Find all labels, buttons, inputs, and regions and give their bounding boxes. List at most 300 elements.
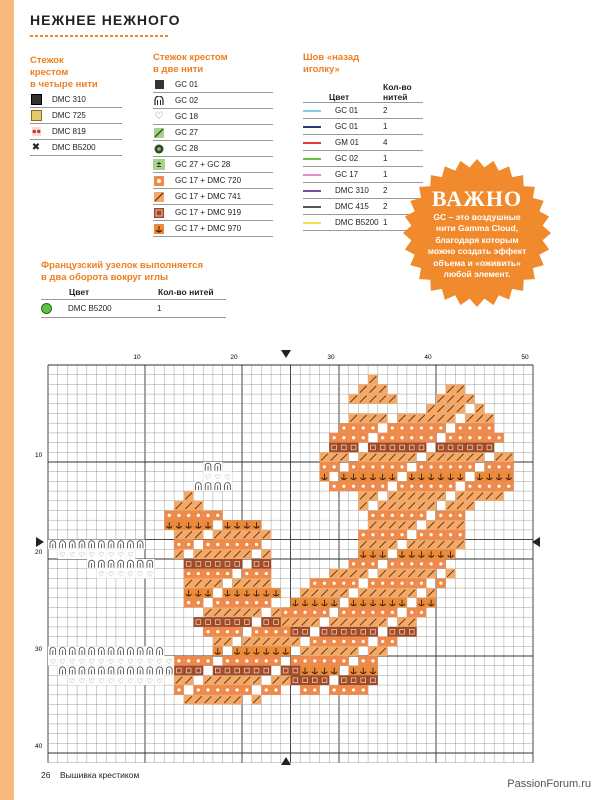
stitch-symbol (342, 436, 345, 439)
stitch-symbol (255, 659, 258, 662)
legend-backstitch-title: Шов «назад иголку» (303, 52, 360, 75)
cross-icon: ✖ (31, 142, 41, 153)
stitch-symbol (488, 485, 491, 488)
backstitch-label: GC 01 (335, 106, 359, 115)
stitch-symbol (197, 601, 200, 604)
stitch-symbol (197, 514, 200, 517)
col-label: 10 (133, 354, 141, 361)
backstitch-label: DMC 310 (335, 186, 369, 195)
stitch-symbol (313, 688, 316, 691)
stitch-symbol (400, 533, 403, 536)
stitch-cell (261, 559, 271, 569)
stitch-symbol: ♡ (78, 551, 86, 560)
stitch-symbol (187, 543, 190, 546)
stitch-symbol (177, 543, 180, 546)
stitch-cell (397, 627, 407, 637)
stitch-symbol (488, 436, 491, 439)
stitch-symbol (206, 659, 209, 662)
stitch-symbol (391, 582, 394, 585)
stitch-cell (242, 617, 252, 627)
backstitch-count: 2 (383, 186, 388, 195)
stitch-cell (349, 443, 359, 453)
stitch-symbol (274, 688, 277, 691)
arch-icon (153, 95, 165, 106)
center-arrow-left (36, 537, 44, 547)
french-knot-row: DMC B5200 1 (41, 300, 226, 318)
stitch-symbol (459, 514, 462, 517)
stitch-cell (436, 443, 446, 453)
stitch-symbol (362, 533, 365, 536)
stitch-cell (407, 627, 417, 637)
stitch-cell (407, 443, 417, 453)
backstitch-label: DMC 415 (335, 202, 369, 211)
stitch-symbol (381, 533, 384, 536)
stitch-symbol: ♡ (137, 677, 144, 686)
stitch-symbol (410, 426, 413, 429)
stitch-symbol (187, 601, 190, 604)
stitch-symbol: ♡ (88, 551, 95, 560)
stitch-symbol (371, 485, 374, 488)
filled-square-icon (153, 79, 165, 90)
stitch-symbol (236, 630, 239, 633)
stitch-cell (397, 443, 407, 453)
backstitch-label: GC 17 (335, 170, 359, 179)
title-underline (30, 35, 170, 37)
stitch-symbol (323, 465, 326, 468)
stitch-cell (329, 443, 339, 453)
stitch-symbol (333, 436, 336, 439)
stitch-symbol (323, 659, 326, 662)
stitch-symbol: ♡ (117, 570, 124, 579)
stitch-symbol (488, 426, 491, 429)
stitch-symbol: ♡ (204, 473, 212, 482)
stitch-symbol (420, 426, 423, 429)
backstitch-row (303, 103, 423, 119)
stitch-symbol (362, 611, 365, 614)
backstitch-row (303, 119, 423, 135)
col-label: 20 (230, 354, 238, 361)
stitch-symbol: ♡ (107, 551, 115, 560)
stitch-cell (358, 627, 368, 637)
stitch-symbol (430, 485, 433, 488)
stitch-symbol (226, 688, 229, 691)
stitch-cell (184, 559, 194, 569)
stitch-symbol: ♡ (69, 657, 76, 666)
line-swatch-icon (303, 190, 321, 192)
stitch-cell (291, 666, 301, 676)
stitch-symbol (313, 640, 316, 643)
stitch-symbol (255, 543, 258, 546)
stitch-symbol (342, 582, 345, 585)
legend-row: GC 01 (153, 77, 273, 93)
backstitch-label: GC 01 (335, 122, 359, 131)
line-swatch-icon (303, 206, 321, 208)
stitch-symbol (323, 611, 326, 614)
stitch-symbol (439, 465, 442, 468)
stitch-symbol (420, 533, 423, 536)
legend-row: DMC 310 (30, 92, 122, 108)
stitch-symbol (362, 485, 365, 488)
stitch-symbol (381, 465, 384, 468)
stitch-cell (446, 443, 456, 453)
legend-row: DMC 819 (30, 124, 122, 140)
stitch-symbol (245, 543, 248, 546)
stitch-symbol (187, 572, 190, 575)
stitch-cell (455, 443, 465, 453)
stitch-cell (339, 443, 349, 453)
stitch-symbol (449, 436, 452, 439)
stitch-symbol (410, 436, 413, 439)
stitch-symbol (497, 465, 500, 468)
stitch-symbol: ♡ (88, 657, 95, 666)
stitch-symbol (381, 485, 384, 488)
stitch-symbol (342, 688, 345, 691)
stitch-symbol (371, 533, 374, 536)
stitch-symbol (245, 572, 248, 575)
stitch-symbol (333, 659, 336, 662)
stitch-symbol (439, 533, 442, 536)
stitch-symbol (381, 640, 384, 643)
stitch-symbol (371, 562, 374, 565)
stitch-symbol (226, 543, 229, 546)
stitch-symbol (303, 659, 306, 662)
stitch-symbol (362, 659, 365, 662)
watermark: PassionForum.ru (507, 778, 591, 790)
legend-row: GC 17 + DMC 919 (153, 205, 273, 221)
stitch-cell (485, 443, 495, 453)
stitch-symbol (226, 572, 229, 575)
stitch-symbol (333, 465, 336, 468)
stitch-symbol (323, 640, 326, 643)
stitch-symbol (410, 485, 413, 488)
stitch-symbol: ♡ (127, 551, 134, 560)
stitch-symbol: ♡ (156, 657, 163, 666)
stitch-cell (242, 666, 252, 676)
stitch-symbol (362, 688, 365, 691)
stitch-symbol (400, 426, 403, 429)
stitch-cell (213, 617, 223, 627)
stitch-symbol: ♡ (224, 473, 231, 482)
stitch-cell (232, 666, 242, 676)
stitch-symbol (177, 688, 180, 691)
stitch-symbol: ♡ (117, 657, 124, 666)
col-label: 50 (521, 354, 529, 361)
stitch-symbol (371, 514, 374, 517)
stitch-symbol: ♡ (117, 677, 124, 686)
stitch-symbol (381, 436, 384, 439)
stitch-cell (378, 443, 388, 453)
stitch-symbol (352, 562, 355, 565)
stitch-symbol (478, 485, 481, 488)
stitch-symbol (459, 533, 462, 536)
stitch-cell (349, 627, 359, 637)
stitch-symbol: ♡ (166, 657, 173, 666)
stitch-cell (232, 617, 242, 627)
stitch-cell (388, 627, 398, 637)
stitch-symbol (410, 562, 413, 565)
stitch-symbol (468, 436, 471, 439)
backstitch-header-row: Цвет Кол-во нитей (303, 78, 423, 103)
green-slash-icon (153, 127, 165, 138)
stitch-symbol: ♡ (59, 657, 66, 666)
stitch-symbol (391, 640, 394, 643)
stitch-cell (368, 443, 378, 453)
stitch-symbol (216, 543, 219, 546)
backstitch-count: 1 (383, 154, 388, 163)
legend-four-threads (30, 55, 122, 156)
stitch-cell (358, 675, 368, 685)
stitch-cell (203, 559, 213, 569)
line-swatch-icon (303, 126, 321, 128)
stitch-cell (291, 627, 301, 637)
stitch-symbol (187, 514, 190, 517)
stitch-symbol (255, 572, 258, 575)
col-label: 30 (327, 354, 335, 361)
stitch-symbol (410, 582, 413, 585)
stitch-symbol: ♡ (107, 657, 115, 666)
magazine-name: Вышивка крестиком (60, 770, 140, 780)
stitch-symbol (352, 436, 355, 439)
stitch-symbol (362, 562, 365, 565)
stitch-symbol (274, 659, 277, 662)
stitch-symbol (226, 630, 229, 633)
stitch-cell (194, 617, 204, 627)
stitch-symbol (216, 688, 219, 691)
stitch-symbol (206, 514, 209, 517)
stitch-symbol: ♡ (127, 570, 134, 579)
stitch-symbol (352, 611, 355, 614)
stitch-symbol: ♡ (146, 570, 153, 579)
orange-slash-icon (153, 191, 165, 202)
stitch-symbol: ♡ (127, 677, 134, 686)
stitch-symbol (313, 659, 316, 662)
stitch-symbol (459, 436, 462, 439)
stitch-symbol (468, 426, 471, 429)
stitch-symbol (420, 562, 423, 565)
french-knot-header-row: Цвет Кол-во нитей (41, 284, 226, 300)
stitch-symbol (420, 436, 423, 439)
stitch-symbol (410, 514, 413, 517)
stitch-cell (349, 675, 359, 685)
stitch-cell (368, 627, 378, 637)
row-label: 20 (35, 549, 43, 556)
orange-dot-icon (153, 175, 165, 186)
stitch-symbol: ♡ (98, 570, 105, 579)
stitch-symbol (352, 426, 355, 429)
stitch-symbol (216, 572, 219, 575)
backstitch-count: 2 (383, 106, 388, 115)
stitch-symbol (420, 611, 423, 614)
stitch-symbol (439, 562, 442, 565)
stitch-symbol (391, 514, 394, 517)
stitch-symbol (206, 572, 209, 575)
backstitch-row (303, 135, 423, 151)
stitch-symbol (362, 436, 365, 439)
stitch-symbol (391, 611, 394, 614)
stitch-cell (232, 559, 242, 569)
stitch-cell (213, 559, 223, 569)
heart-icon: ♡ (154, 111, 164, 122)
stitch-symbol (236, 688, 239, 691)
stitch-symbol (206, 543, 209, 546)
stitch-cell (223, 559, 233, 569)
stitch-cell (475, 443, 485, 453)
stitch-symbol: ♡ (98, 657, 105, 666)
stitch-symbol (410, 611, 413, 614)
page-number: 26 (41, 770, 51, 780)
stitch-symbol (381, 582, 384, 585)
stitch-cell (368, 675, 378, 685)
stitch-symbol (507, 485, 510, 488)
legend-row: GC 17 + DMC 741 (153, 189, 273, 205)
stitch-cell (213, 666, 223, 676)
stitch-symbol (265, 688, 268, 691)
stitch-cell (417, 443, 427, 453)
stitch-symbol (400, 562, 403, 565)
stitch-cell (281, 666, 291, 676)
row-label: 40 (35, 743, 43, 750)
legend-row: DMC 725 (30, 108, 122, 124)
stitch-symbol (507, 465, 510, 468)
stitch-symbol (371, 426, 374, 429)
stitch-symbol (168, 514, 171, 517)
stitch-symbol (226, 601, 229, 604)
stitch-cell (339, 627, 349, 637)
stitch-symbol (313, 611, 316, 614)
backstitch-count: 4 (383, 138, 388, 147)
stitch-symbol (478, 436, 481, 439)
stitch-cell (223, 666, 233, 676)
gold-square-icon (30, 110, 42, 121)
stitch-symbol (352, 640, 355, 643)
line-swatch-icon (303, 110, 321, 112)
stitch-symbol (177, 514, 180, 517)
stitch-symbol (342, 426, 345, 429)
stitch-symbol (352, 688, 355, 691)
row-label: 30 (35, 646, 43, 653)
stitch-symbol (303, 611, 306, 614)
legend-four-threads-title: Стежок крестом в четыре нити (30, 55, 98, 90)
legend-row: GC 17 + DMC 720 (153, 173, 273, 189)
stitch-symbol (255, 630, 258, 633)
stitch-symbol (391, 562, 394, 565)
stitch-symbol (265, 659, 268, 662)
stitch-symbol (197, 572, 200, 575)
stitch-symbol (216, 630, 219, 633)
stitch-symbol (333, 485, 336, 488)
badge-text: GC – это воздушные нити Gamma Cloud, благодаря которым можно создать эффект объема и «оживить» любой элемент. (427, 211, 527, 279)
stitch-symbol (449, 465, 452, 468)
stitch-symbol: ♡ (78, 657, 86, 666)
stitch-cell (388, 443, 398, 453)
green-circle-icon (41, 303, 52, 314)
stitch-symbol (236, 543, 239, 546)
center-arrow-bottom (281, 757, 291, 765)
stitch-symbol (197, 659, 200, 662)
stitch-symbol (430, 533, 433, 536)
stitch-symbol (468, 465, 471, 468)
stitch-symbol (420, 514, 423, 517)
stitch-symbol (362, 426, 365, 429)
stitch-cell (310, 675, 320, 685)
stitch-cell (300, 675, 310, 685)
stitch-symbol (391, 465, 394, 468)
stitch-symbol: ♡ (137, 570, 144, 579)
stitch-symbol (303, 688, 306, 691)
line-swatch-icon (303, 222, 321, 224)
stitch-symbol (371, 465, 374, 468)
stitch-cell (194, 559, 204, 569)
stitch-symbol (430, 562, 433, 565)
stitch-symbol (381, 611, 384, 614)
stitch-symbol (439, 426, 442, 429)
stitch-symbol (216, 514, 219, 517)
stitch-symbol (362, 640, 365, 643)
stitch-symbol: ♡ (107, 570, 115, 579)
stitch-cell (339, 675, 349, 685)
orange-anchor-icon (153, 223, 165, 234)
stitch-symbol: ♡ (78, 677, 86, 686)
stitch-symbol (187, 659, 190, 662)
backstitch-count: 1 (383, 218, 388, 227)
stitch-cell (329, 627, 339, 637)
stitch-symbol: ♡ (156, 677, 163, 686)
page-title: НЕЖНЕЕ НЕЖНОГО (30, 12, 181, 28)
stitch-cell (184, 666, 194, 676)
stitch-symbol (400, 514, 403, 517)
stitch-symbol (381, 514, 384, 517)
legend-row: ♡ GC 18 (153, 109, 273, 125)
stitch-symbol (371, 582, 374, 585)
stitch-symbol (430, 426, 433, 429)
backstitch-label: GM 01 (335, 138, 360, 147)
stitch-cell (223, 617, 233, 627)
badge-title: ВАЖНО (431, 185, 523, 211)
stitch-symbol (352, 485, 355, 488)
line-swatch-icon (303, 158, 321, 160)
stitch-symbol: ♡ (107, 677, 115, 686)
stitch-symbol (497, 485, 500, 488)
legend-row: ± GC 27 + GC 28 (153, 157, 273, 173)
stitch-symbol (333, 640, 336, 643)
stitch-symbol (226, 659, 229, 662)
stitch-symbol (459, 426, 462, 429)
line-swatch-icon (303, 174, 321, 176)
backstitch-count: 1 (383, 122, 388, 131)
backstitch-count: 2 (383, 202, 388, 211)
stitch-symbol: ♡ (127, 657, 134, 666)
stitch-cell (291, 675, 301, 685)
stitch-symbol (449, 533, 452, 536)
legend-two-threads-title: Стежок крестом в две нити (153, 52, 228, 75)
stitch-symbol: ♡ (69, 677, 76, 686)
stitch-symbol (430, 436, 433, 439)
backstitch-count: 1 (383, 170, 388, 179)
stitch-symbol (439, 582, 442, 585)
stitch-cell (252, 666, 262, 676)
black-square-icon (30, 94, 42, 105)
stitch-symbol (265, 601, 268, 604)
stitch-symbol: ♡ (98, 551, 105, 560)
stitch-symbol (391, 533, 394, 536)
stitch-symbol: ♡ (214, 473, 221, 482)
legend-row: ✖ DMC B5200 (30, 140, 122, 156)
stitch-symbol (391, 436, 394, 439)
stitch-symbol (206, 688, 209, 691)
stitch-symbol (459, 465, 462, 468)
stitch-symbol (449, 485, 452, 488)
stitch-symbol (323, 582, 326, 585)
